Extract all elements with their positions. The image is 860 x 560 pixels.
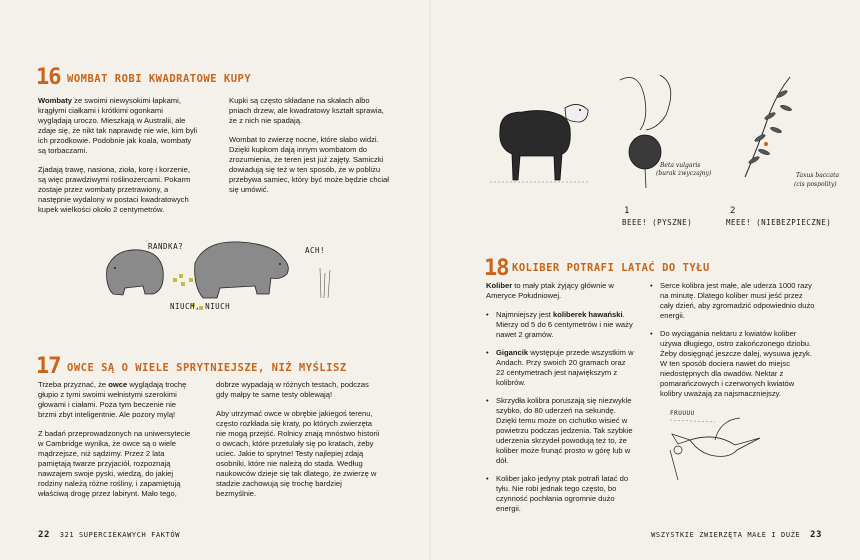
label-beee: BEEE! (PYSZNE) [622, 218, 693, 227]
paragraph: Zjadają trawę, nasiona, zioła, korę i korzenie, są więc prawdziwymi roślinożercami. Pokarm zostaje przez wombaty przetrawiony, a następnie wydalony w postaci kwadratowych kupek wielkości około 2 centymetrów. [38, 165, 191, 214]
paragraph: ze swoimi niewysokimi łapkami, krągłymi ciałkami i krótkimi ogonkami wyglądają uroczo. Mieszkają w Australii, ale zdaje się, że nikt tak naprawdę nie wie, kim byli ich przodkowie. Podobnie jak koala, wombaty są torbaczami. [38, 96, 198, 155]
label-ach: ACH! [305, 246, 326, 255]
fact-17-column-2 [216, 380, 382, 508]
label-taxus-2: (cis pospolity) [794, 181, 837, 188]
label-beta-2: (burak zwyczajny) [656, 170, 712, 177]
page-number-left: 22 [38, 530, 51, 540]
list-item: • Skrzydła kolibra poruszają się niezwykle szybko, do 80 uderzeń na sekundę. Dzięki temu może on cichutko wisieć w powietrzu podczas jedzenia. Tak szybkie uderzenia skrzydeł powodują też to, że koliber może frunąć prosto w górę lub w dół. [486, 396, 636, 466]
list-item: • Gigancik występuje przede wszystkim w Andach. Przy swoich 20 gramach oraz 22 centymetrach jest największym z kolibrów. [486, 348, 636, 388]
hummingbird-illustration [660, 410, 780, 490]
page-number-right: 23 [809, 530, 822, 540]
paragraph: Aby utrzymać owce w obrębie jakiegoś terenu, często rozkłada się kraty, po których zwierzęta nie mogą przejść. Rolnicy znają mnóstwo historii o owcach, które przetulały się po kratach, żeby uciec. Jakie to sprytne! Testy najlepiej zdają osobniki, które nie należą do stada. Według naukowców dzieje się tak dlatego, że zwierzę w stadzie zachowują się trochę bardziej bezmyślnie. [216, 409, 380, 498]
paragraph: Z badań przeprowadzonych na uniwersytecie w Cambridge wynika, że owce są o wiele mądrzejsze, niż sądzimy. Przez 2 lata pamiętają twarze przyjaciół, rozpoznają nawzajem swoje pyski, wiedzą, do jakiej rodziny należą różne rośliny, i zapamiętują właściwą drogę przez labirynt. Mało tego, [38, 429, 191, 498]
label-2-number: 2 [730, 206, 736, 216]
bold-wombaty: Wombaty [38, 96, 73, 105]
bold-owce: owce [108, 380, 128, 389]
chapter-title: WSZYSTKIE ZWIERZĘTA MAŁE I DUŻE [651, 531, 801, 539]
fact-17-column-1: Trzeba przyznać, że owce wyglądają trochę głupio z tymi swoimi wełnistymi szerokimi głowami i ciałami. Poza tym beczenie nie brzmi zbyt inteligentnie. Ale pozory mylą! Z badań przeprowadzonych na uniwersytecie w Cambridge wynika, że owce są o wiele mądrzejsze, niż sądzimy. Przez 2 lata pamiętają twarze przyjaciół, rozpoznają nawzajem swoje pyski, wiedzą, do jakiej rodziny należą różne rośliny, i zapamiętują właściwą drogę przez labirynt. Mało tego, [38, 380, 196, 508]
fact-title-18: KOLIBER POTRAFI LATAĆ DO TYŁU [512, 262, 710, 274]
bold-koliber: Koliber [486, 281, 513, 290]
fact-title-16: WOMBAT ROBI KWADRATOWE KUPY [67, 73, 252, 85]
fact-16-column-2 [229, 96, 394, 204]
fact-number-17: 17 [36, 354, 61, 379]
label-fruuu: FRUUUU [670, 410, 695, 417]
fact-title-17: OWCE SĄ O WIELE SPRYTNIEJSZE, NIŻ MYŚLISZ [67, 362, 347, 374]
paragraph: Wombat to zwierzę nocne, które słabo widzi. Dzięki kupkom dają innym wombatom do zrozumienia, że teren jest już zajęty. Samiczki dowiadują się też w ten sposób, że w pobliżu przebywa samiec, który być może będzie chciał się umówić. [229, 135, 389, 194]
footer-right [651, 530, 822, 540]
label-niuch: NIUCH, NIUCH [170, 302, 231, 311]
label-beta: Beta vulgaris [660, 162, 701, 169]
list-item: • Serce kolibra jest małe, ale uderza 1000 razy na minutę. Dlatego koliber musi jeść przez cały dzień, aby zgromadzić odpowiednio dużo energii. [650, 281, 815, 321]
list-item: • Najmniejszy jest koliberek hawański. Mierzy od 5 do 6 centymetrów i nie waży nawet 2 gramów. [486, 310, 636, 340]
list-item: • Koliber jako jedyny ptak potrafi latać do tyłu. Nie robi jednak tego często, bo czynność pochłania ogromnie dużo energii. [486, 474, 636, 514]
list-item: • Do wyciągania nektaru z kwiatów koliber używa długiego, ostro zakończonego dziobu. Żeby dosięgnąć jeszcze dalej, wysuwa język. W ten sposób dociera nawet do miejsc niedostępnych dla owadów. Nektar z pomarańczowych i czerwonych kwiatów kolibry uważają za najsmaczniejszy. [650, 329, 815, 399]
fact-18-column-1: Koliber to mały ptak żyjący głównie w Ameryce Południowej. • Najmniejszy jest koliberek hawański. Mierzy od 5 do 6 centymetrów i nie waży nawet 2 gramów. • Gigancik występuje przede wszystkim w Andach. Przy swoich 20 gramach oraz 22 centymetrach jest największym z kolibrów. • Skrzydła kolibra poruszają się niezwykle szybko, do 80 uderzeń na sekundę. Dzięki temu może on cichutko wisieć w powietrzu podczas jedzenia. Tak szybkie uderzenia skrzydeł powodują też to, że koliber może frunąć prosto w górę lub w dół. • Koliber jako jedyny ptak potrafi latać do tyłu. Nie robi jednak tego często, bo czynność pochłania ogromnie dużo energii. [486, 281, 636, 522]
fact-16-column-1 [38, 96, 198, 224]
right-page [430, 0, 860, 560]
paragraph: dobrze wypadają w różnych testach, podczas gdy małpy te same testy oblewają! [216, 380, 369, 399]
footer-left [38, 530, 180, 540]
label-taxus: Taxus baccata [796, 172, 840, 179]
paragraph: Kupki są często składane na skałach albo pniach drzew, ale kwadratowy kształt sprawia, że z nich nie spadają. [229, 96, 384, 125]
fact-18-column-2 [650, 281, 815, 407]
fact-number-18: 18 [484, 256, 509, 281]
book-title: 321 SUPERCIEKAWYCH FAKTÓW [59, 531, 181, 539]
label-meee: MEEE! (NIEBEZPIECZNE) [726, 218, 832, 227]
label-1-number: 1 [624, 206, 630, 216]
yew-illustration [730, 72, 810, 182]
sheep-illustration [490, 90, 600, 190]
label-randka: RANDKA? [148, 242, 184, 251]
fact-number-16: 16 [36, 65, 61, 90]
